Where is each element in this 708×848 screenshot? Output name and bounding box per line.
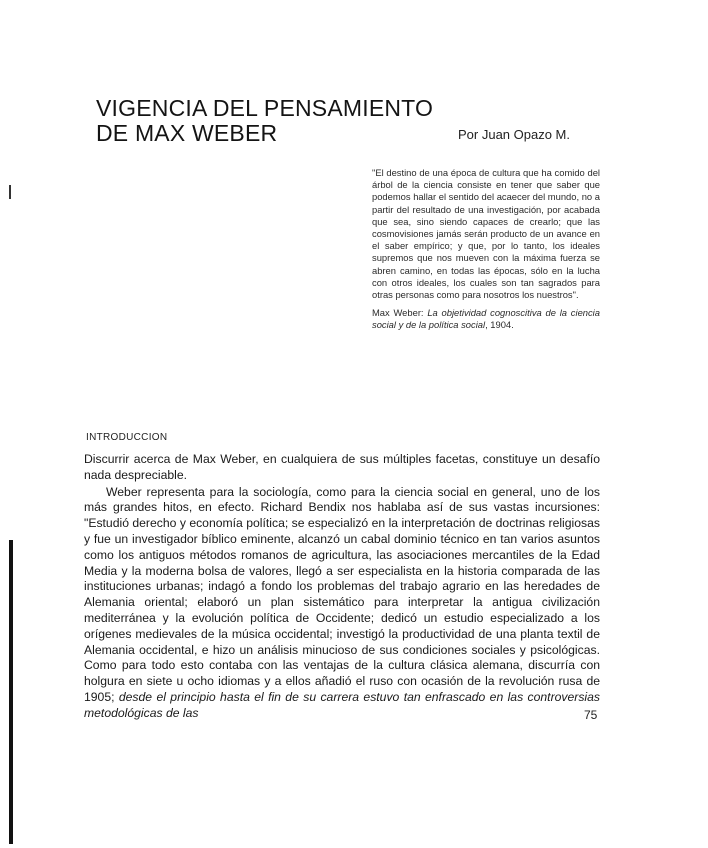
body-paragraph-2 bbox=[84, 485, 600, 722]
scan-binding-edge bbox=[9, 540, 13, 844]
article-title-line-1: VIGENCIA DEL PENSAMIENTO bbox=[96, 95, 434, 121]
epigraph-citation-year: , 1904. bbox=[485, 319, 514, 331]
body-text bbox=[84, 452, 600, 722]
page-number: 75 bbox=[584, 708, 598, 722]
body-paragraph-1: Discurrir acerca de Max Weber, en cualquiera de sus múltiples facetas, constituye un desafío nada despreciable. bbox=[84, 452, 600, 482]
scan-margin-mark bbox=[9, 185, 11, 199]
section-heading: INTRODUCCION bbox=[86, 432, 168, 443]
epigraph-citation-author: Max Weber: bbox=[372, 307, 424, 319]
body-paragraph-2-text: Weber representa para la sociología, como para la ciencia social en general, uno de los más grandes hitos, en efecto. Richard Bendix nos hablaba así de sus vastas incursiones: "Estudió derecho y economía política; se especializó en la interpretación de doctrinas religiosas y fue un investigador bíblico eminente, alcanzó un cabal dominio técnico en tan varios asuntos como los antiguos métodos romanos de agricultura, las asociaciones mercantiles de la Edad Media y la moderna bolsa de valores, llegó a ser especialista en la historia comparada de las instituciones urbanas; indagó a fondo los problemas del trabajo agrario en las heredades de Alemania oriental; elaboró un plan sistemático para interpretar la antigua civilización mediterránea y la evolución política de Occidente; dedicó un estudio especializado a los orígenes medievales de la música occidental; investigó la productividad de una planta textil de Alemania occidental, e hizo un análisis minucioso de sus condiciones sociales y psicológicas. Como para todo esto contaba con las ventajas de la cultura clásica alemana, discurría con holgura en siete u ocho idiomas y a ellos añadió el ruso con ocasión de la revolución rusa de 1905; bbox=[84, 484, 600, 704]
epigraph-citation bbox=[372, 307, 600, 331]
epigraph-text: "El destino de una época de cultura que ha comido del árbol de la ciencia consiste en tener que saber que podemos hallar el sentido del acaecer del mundo, no a partir del resultado de una investigación, por acabada que sea, sino siendo capaces de crearlo; que las cosmovisiones jamás serán producto de un avance en el saber empírico; y que, por lo tanto, los ideales supremos que nos mueven con la máxima fuerza se abren camino, en todas las épocas, sólo en la lucha con otros ideales, los cuales son tan sagrados para otras personas como para nosotros los nuestros". bbox=[372, 167, 600, 301]
epigraph-quote bbox=[372, 167, 600, 332]
author-byline: Por Juan Opazo M. bbox=[458, 127, 570, 142]
body-paragraph-2-italic: desde el principio hasta el fin de su carrera estuvo tan enfrascado en las controversias metodológicas de las bbox=[84, 689, 601, 720]
article-title bbox=[96, 96, 433, 146]
epigraph-citation-work: La objetividad cognoscitiva de la ciencia social y de la política social bbox=[372, 307, 600, 331]
article-title-line-2: DE MAX WEBER bbox=[96, 120, 278, 146]
